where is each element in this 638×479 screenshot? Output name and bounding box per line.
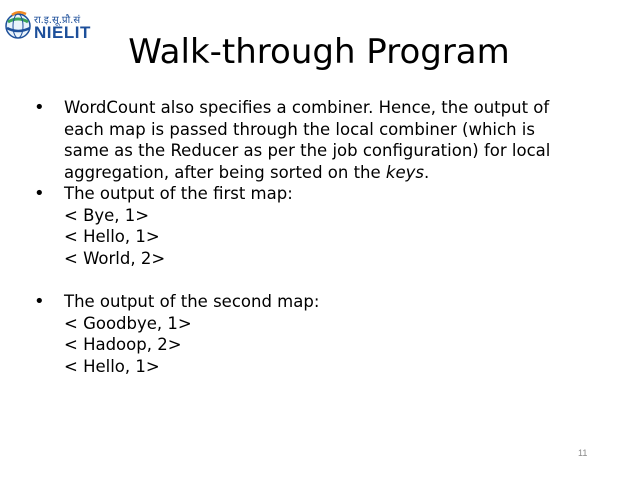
page-number: 11 [578,448,588,458]
bullet-combiner [34,97,614,183]
logo-devanagari: रा.इ.सू.प्रौ.सं [34,15,81,26]
bullet-text: each map is passed through the local combiner (which is [64,119,535,139]
bullet-text: . [424,162,430,182]
map-output-item: < Hello, 1> [64,227,160,246]
bullet-heading: • The output of the first map: [64,184,293,203]
map-output-item: < World, 2> [64,248,166,268]
emphasis-keys: keys [385,162,424,182]
spacer [34,269,614,291]
map-output-item: < Goodbye, 1> [64,313,192,333]
slide-title: Walk-through Program [128,32,510,72]
bullet-text: aggregation, after being sorted on the [64,162,386,182]
bullet-second-map [34,291,614,377]
map-output-item: < Hadoop, 2> [64,335,182,354]
bullet-text: same as the Reducer as per the job configuration) for local [64,141,551,160]
map-output-item: < Hello, 1> [64,356,160,376]
bullet-first-map [34,183,614,269]
bullet-text-line4 [64,162,614,184]
map-output-item: < Bye, 1> [64,205,150,225]
bullet-heading: • The output of the second map: [64,292,320,311]
logo-brand: NIELIT [34,23,91,42]
bullet-text: • WordCount also specifies a combiner. Hence, the output of [64,98,550,117]
slide-body [34,97,614,377]
